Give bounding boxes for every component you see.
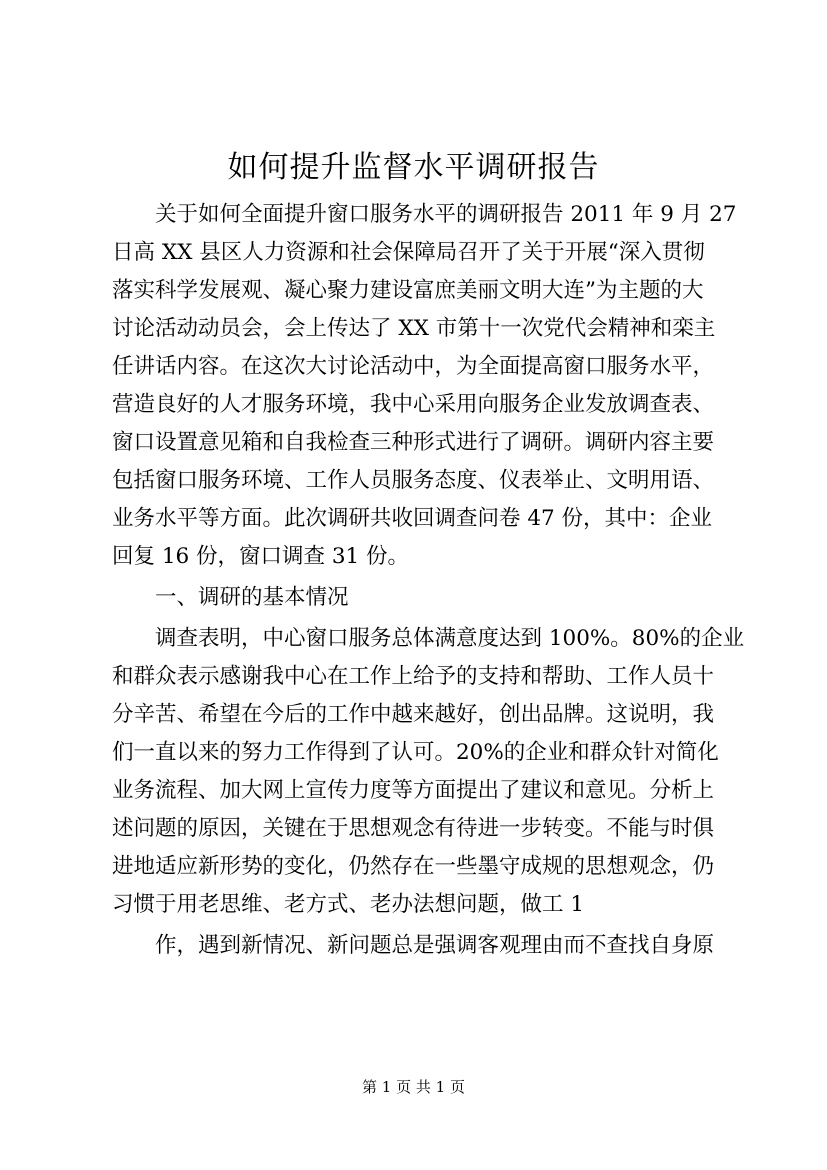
paragraph-line-9: 业务水平等方面。此次调研共收回调查问卷 47 份，其中：企业 — [112, 506, 713, 531]
paragraph-line-18: 习惯于用老思维、老方式、老办法想问题，做工 1 — [112, 892, 585, 917]
paragraph-line-19: 作，遇到新情况、新问题总是强调客观理由而不查找自身原 — [155, 933, 715, 958]
paragraph-line-7: 窗口设置意见箱和自我检查三种形式进行了调研。调研内容主要 — [112, 430, 715, 455]
page-footer: 第 1 页 共 1 页 — [362, 1078, 465, 1096]
paragraph-line-13: 分辛苦、希望在今后的工作中越来越好，创出品牌。这说明，我 — [112, 702, 715, 727]
paragraph-line-10: 回复 16 份，窗口调查 31 份。 — [112, 544, 410, 569]
document-title: 如何提升监督水平调研报告 — [227, 150, 600, 185]
paragraph-line-16: 述问题的原因，关键在于思想观念有待进一步转变。不能与时俱 — [112, 816, 715, 841]
paragraph-line-3: 落实科学发展观、凝心聚力建设富庶美丽文明大连”为主题的大 — [112, 278, 704, 303]
paragraph-line-6: 营造良好的人才服务环境，我中心采用向服务企业发放调查表、 — [112, 392, 715, 417]
paragraph-line-8: 包括窗口服务环境、工作人员服务态度、仪表举止、文明用语、 — [112, 468, 715, 493]
paragraph-line-15: 业务流程、加大网上宣传力度等方面提出了建议和意见。分析上 — [112, 778, 715, 803]
section-heading: 一、调研的基本情况 — [155, 585, 349, 610]
paragraph-line-11: 调查表明，中心窗口服务总体满意度达到 100%。80%的企业 — [155, 626, 745, 651]
paragraph-line-5: 任讲话内容。在这次大讨论活动中，为全面提高窗口服务水平， — [112, 354, 715, 379]
paragraph-line-4: 讨论活动动员会，会上传达了 XX 市第十一次党代会精神和栾主 — [112, 316, 716, 341]
paragraph-line-2: 日高 XX 县区人力资源和社会保障局召开了关于开展“深入贯彻 — [112, 240, 705, 265]
paragraph-line-14: 们一直以来的努力工作得到了认可。20%的企业和群众针对简化 — [112, 740, 719, 765]
paragraph-line-12: 和群众表示感谢我中心在工作上给予的支持和帮助、工作人员十 — [112, 664, 715, 689]
paragraph-line-17: 进地适应新形势的变化，仍然存在一些墨守成规的思想观念，仍 — [112, 854, 715, 879]
paragraph-line-1: 关于如何全面提升窗口服务水平的调研报告 2011 年 9 月 27 — [155, 202, 737, 227]
